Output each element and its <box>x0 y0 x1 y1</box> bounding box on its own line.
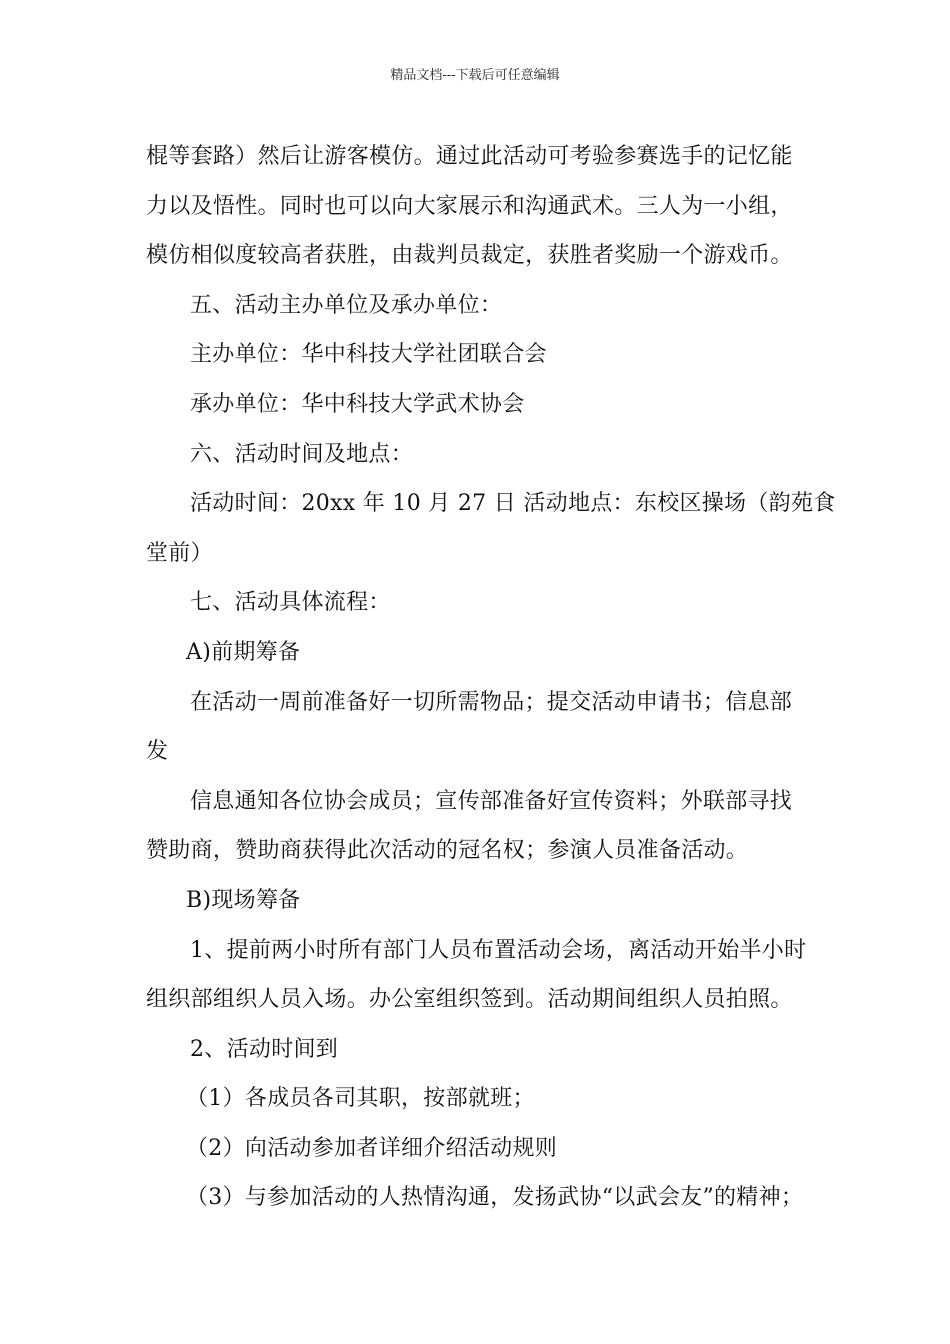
paragraph-line: 棍等套路）然后让游客模仿。通过此活动可考验参赛选手的记忆能 <box>146 144 793 169</box>
document-body <box>146 132 836 1223</box>
subsection-heading-a: A)前期筹备 <box>186 639 301 665</box>
subsection-heading-b: B)现场筹备 <box>186 887 301 913</box>
paragraph-line: 组织部组织人员入场。办公室组织签到。活动期间组织人员拍照。 <box>146 987 793 1013</box>
paragraph-line: 信息通知各位协会成员；宣传部准备好宣传资料；外联部寻找 <box>190 788 793 814</box>
list-item: 2、活动时间到 <box>190 1036 339 1062</box>
paragraph-line: 活动时间：20xx 年 10 月 27 日 活动地点：东校区操场（韵苑食 <box>190 491 836 517</box>
paragraph-line: 力以及悟性。同时也可以向大家展示和沟通武术。三人为一小组， <box>146 193 793 219</box>
section-heading-6: 六、活动时间及地点： <box>190 441 414 467</box>
paragraph-line: 主办单位：华中科技大学社团联合会 <box>190 342 547 368</box>
section-heading-7: 七、活动具体流程： <box>190 590 391 616</box>
paragraph-line: 在活动一周前准备好一切所需物品；提交活动申请书；信息部 <box>190 689 793 715</box>
paragraph-line: 模仿相似度较高者获胜，由裁判员裁定，获胜者奖励一个游戏币。 <box>146 243 793 269</box>
list-item: （3）与参加活动的人热情沟通，发扬武协“以武会友”的精神； <box>186 1185 804 1211</box>
paragraph-line: 1、提前两小时所有部门人员布置活动会场，离活动开始半小时 <box>190 937 807 963</box>
paragraph-line: 赞助商，赞助商获得此次活动的冠名权；参演人员准备活动。 <box>146 838 749 864</box>
paragraph-line: 堂前） <box>146 540 213 566</box>
paragraph-line: 承办单位：华中科技大学武术协会 <box>190 391 525 417</box>
section-heading-5: 五、活动主办单位及承办单位： <box>190 292 503 318</box>
list-item: （2）向活动参加者详细介绍活动规则 <box>186 1135 558 1161</box>
paragraph-line: 发 <box>146 739 169 765</box>
list-item: （1）各成员各司其职，按部就班； <box>186 1086 535 1112</box>
page-header: 精品文档---下载后可任意编辑 <box>390 68 560 83</box>
